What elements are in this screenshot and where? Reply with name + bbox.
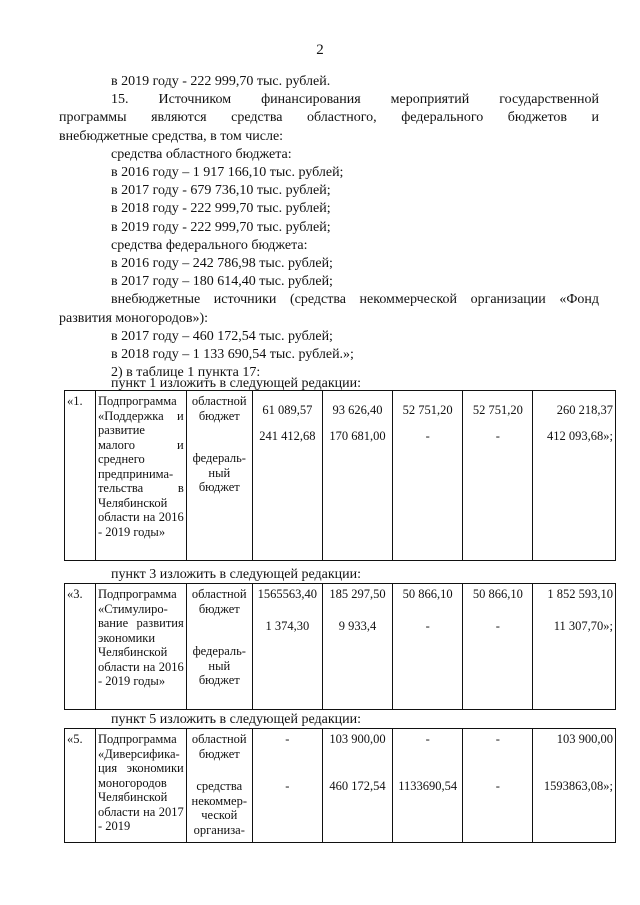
- value-2016: 241 412,68: [259, 428, 316, 443]
- text-line: развития моногородов»):: [59, 310, 209, 326]
- value-2017: 185 297,50: [329, 587, 386, 601]
- value-2017: 460 172,54: [329, 778, 386, 793]
- program-table-1: [64, 390, 616, 561]
- row-number: «5.: [65, 729, 96, 843]
- section-heading: пункт 3 изложить в следующей редакции:: [111, 567, 361, 582]
- text-line: в 2017 году - 679 736,10 тыс. рублей;: [111, 183, 331, 199]
- value-2017: 93 626,40: [332, 403, 383, 417]
- value-2019: 52 751,20: [472, 403, 523, 417]
- text-line: в 2018 году – 1 133 690,54 тыс. рублей.»;: [111, 347, 354, 363]
- funding-source: областной бюджет: [191, 394, 247, 423]
- text-line: в 2017 году – 180 614,40 тыс. рублей;: [111, 274, 333, 290]
- value-total: 11 307,70»;: [553, 618, 613, 633]
- value-2018: -: [425, 618, 430, 633]
- row-number: «1.: [65, 391, 96, 561]
- funding-source-cell: [186, 391, 252, 561]
- text-line: внебюджетные средства, в том числе:: [59, 128, 284, 144]
- value-2016: -: [285, 732, 290, 746]
- funding-source: областной бюджет: [191, 732, 247, 761]
- text-line: в 2017 году – 460 172,54 тыс. рублей;: [111, 328, 333, 344]
- text-line: в 2019 году - 222 999,70 тыс. рублей.: [111, 74, 331, 89]
- value-2018: 50 866,10: [402, 587, 453, 601]
- value-total: 260 218,37: [556, 403, 613, 417]
- funding-source: средства некоммер-ческой организа-: [191, 779, 247, 837]
- value-total: 1 852 593,10: [547, 587, 613, 601]
- value-2017: 103 900,00: [329, 732, 386, 746]
- value-2019: -: [495, 428, 500, 443]
- text-line: средства федерального бюджета:: [111, 237, 308, 253]
- value-2016: 61 089,57: [262, 403, 313, 417]
- text-line: в 2019 году - 222 999,70 тыс. рублей;: [111, 219, 331, 235]
- funding-source: областной бюджет: [191, 587, 247, 616]
- text-line: внебюджетные источники (средства некоммерческой организации «Фонд: [111, 292, 599, 308]
- row-number: «3.: [65, 584, 96, 710]
- program-table-3: [64, 583, 616, 710]
- value-2017: 9 933,4: [338, 618, 377, 633]
- section-heading: пункт 1 изложить в следующей редакции:: [111, 376, 361, 391]
- text-line: программы являются средства областного, федерального бюджетов и: [59, 110, 599, 126]
- value-total: 412 093,68»;: [547, 428, 613, 443]
- value-2018: -: [425, 428, 430, 443]
- section-heading: пункт 5 изложить в следующей редакции:: [111, 712, 361, 727]
- value-total: 1593863,08»;: [543, 778, 613, 793]
- body-text: [59, 73, 599, 382]
- text-line: 15. Источником финансирования мероприятий государственной: [111, 92, 599, 108]
- text-line: в 2016 году – 242 786,98 тыс. рублей;: [111, 256, 333, 272]
- value-2016: -: [285, 778, 290, 793]
- value-2018: 52 751,20: [402, 403, 453, 417]
- value-2016: 1 374,30: [265, 618, 310, 633]
- text-line: в 2016 году – 1 917 166,10 тыс. рублей;: [111, 165, 344, 181]
- value-2019: -: [495, 618, 500, 633]
- subprogram-name: Подпрограмма «Стимулиро-вание развития экономики Челябинской области на 2016 - 2019 годы»: [95, 584, 186, 710]
- program-table-5: [64, 728, 616, 843]
- text-line: в 2018 году - 222 999,70 тыс. рублей;: [111, 201, 331, 217]
- value-2017: 170 681,00: [329, 428, 386, 443]
- value-total: 103 900,00: [556, 732, 613, 746]
- value-2016: 1565563,40: [257, 587, 318, 601]
- page-number: 2: [316, 42, 324, 58]
- subprogram-name: Подпрограмма «Диверсифика-ция экономики моногородов Челябинской области на 2017 - 2019: [95, 729, 186, 843]
- value-2019: -: [495, 732, 500, 746]
- text-line: 2) в таблице 1 пункта 17:: [111, 365, 261, 381]
- value-2019: 50 866,10: [472, 587, 523, 601]
- funding-source: федераль-ный бюджет: [192, 644, 246, 687]
- subprogram-name: Подпрограмма «Поддержка и развитие малого и среднего предпринима-тельства в Челябинской области на 2016 - 2019 годы»: [95, 391, 186, 561]
- funding-source: федераль-ный бюджет: [192, 451, 246, 494]
- value-2018: 1133690,54: [398, 778, 458, 793]
- value-2018: -: [425, 732, 430, 746]
- text-line: средства областного бюджета:: [111, 146, 292, 162]
- value-2019: -: [495, 778, 500, 793]
